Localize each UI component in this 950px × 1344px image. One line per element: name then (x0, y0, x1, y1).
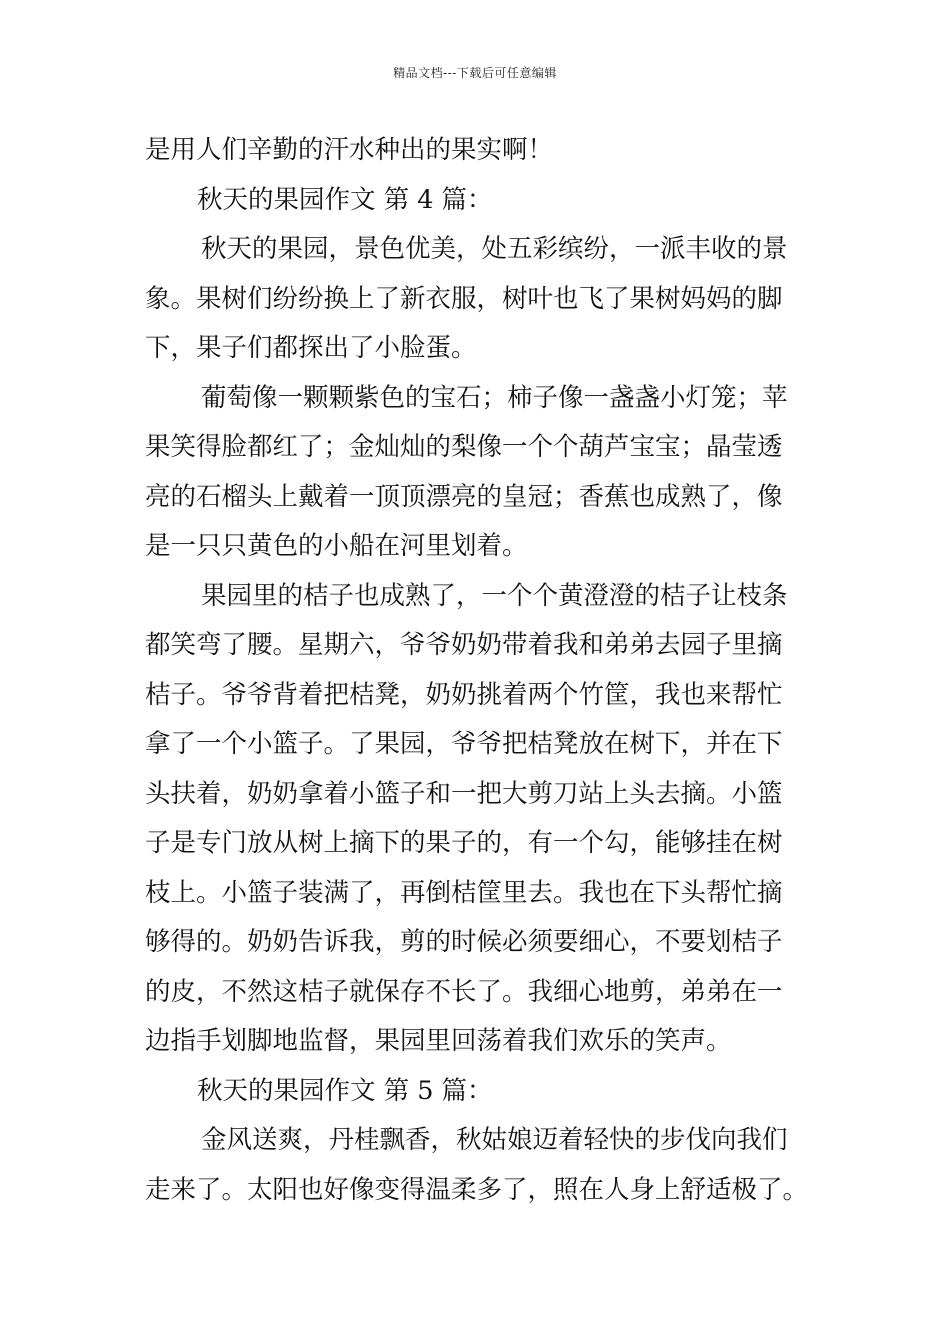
text-line: 边指手划脚地监督，果园里回荡着我们欢乐的笑声。 (145, 1026, 732, 1056)
text-line: 头扶着，奶奶拿着小篮子和一把大剪刀站上头去摘。小篮 (145, 778, 783, 809)
text-line: 是一只只黄色的小船在河里划着。 (145, 531, 528, 561)
text-line: 亮的石榴头上戴着一顶顶漂亮的皇冠；香蕉也成熟了，像 (145, 481, 783, 512)
text-line: 果笑得脸都红了；金灿灿的梨像一个个葫芦宝宝；晶莹透 (145, 432, 783, 462)
text-line: 秋天的果园，景色优美，处五彩缤纷，一派丰收的景 (201, 234, 788, 264)
text-line: 够得的。奶奶告诉我，剪的时候必须要细心，不要划桔子 (145, 927, 783, 957)
text-line: 拿了一个小篮子。了果园，爷爷把桔凳放在树下，并在下 (145, 729, 783, 759)
section-heading: 秋天的果园作文 第 4 篇： (197, 184, 493, 215)
text-line: 葡萄像一颗颗紫色的宝石；柿子像一盏盏小灯笼；苹 (201, 382, 788, 413)
text-line: 枝上。小篮子装满了，再倒桔筐里去。我也在下头帮忙摘 (145, 877, 783, 908)
text-line: 下，果子们都探出了小脸蛋。 (145, 333, 477, 363)
page-header: 精品文档---下载后可任意编辑 (393, 66, 557, 80)
text-line: 桔子。爷爷背着把桔凳，奶奶挑着两个竹筐，我也来帮忙 (145, 679, 783, 710)
text-line: 象。果树们纷纷换上了新衣服，树叶也飞了果树妈妈的脚 (145, 283, 783, 314)
text-line: 都笑弯了腰。星期六，爷爷奶奶带着我和弟弟去园子里摘 (145, 630, 783, 660)
section-heading: 秋天的果园作文 第 5 篇： (197, 1075, 493, 1106)
text-line: 是用人们辛勤的汗水种出的果实啊！ (145, 135, 554, 165)
document-body (145, 126, 813, 1215)
text-line: 子是专门放从树上摘下的果子的，有一个勾，能够挂在树 (145, 828, 783, 858)
text-line: 果园里的桔子也成熟了，一个个黄澄澄的桔子让枝条 (201, 580, 788, 611)
text-line: 走来了。太阳也好像变得温柔多了，照在人身上舒适极了。 (145, 1174, 809, 1205)
text-line: 金风送爽，丹桂飘香，秋姑娘迈着轻快的步伐向我们 (201, 1125, 788, 1155)
text-line: 的皮，不然这桔子就保存不长了。我细心地剪，弟弟在一 (145, 976, 783, 1007)
